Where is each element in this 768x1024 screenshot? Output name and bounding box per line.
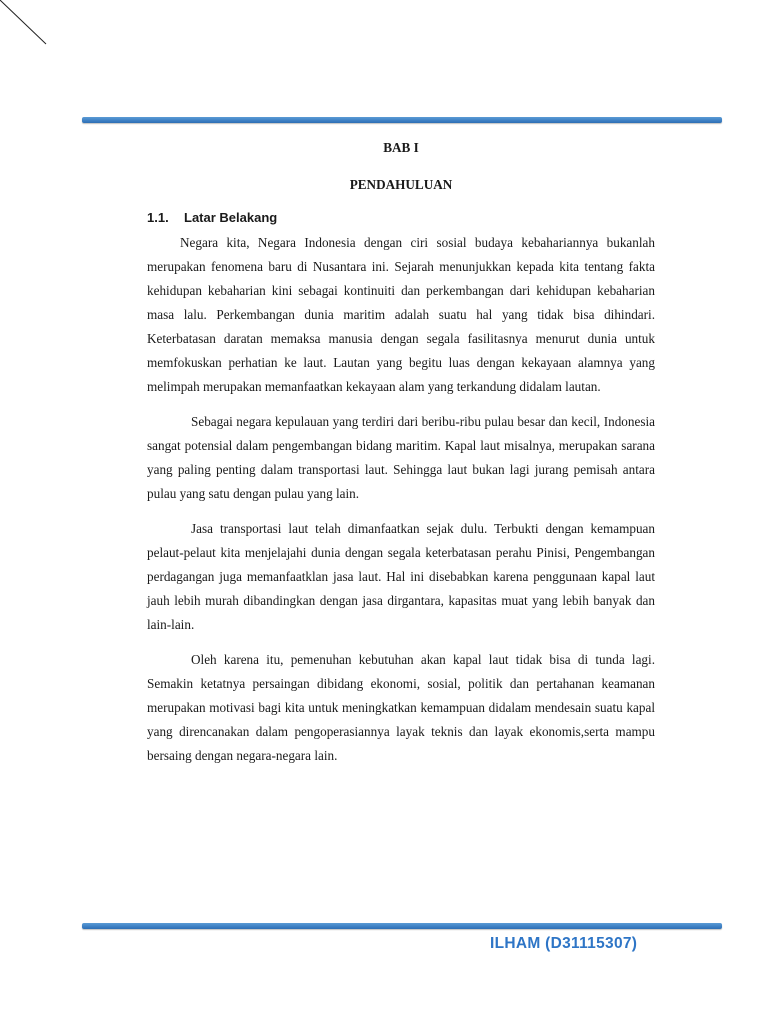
chapter-heading: BAB I bbox=[383, 140, 419, 155]
paragraph: Negara kita, Negara Indonesia dengan ciri sosial budaya kebahariannya bukanlah merupakan fenomena baru di Nusantara ini. Sejarah menunjukkan kepada kita tentang fakta kehidupan kebaharian kini sebagai kontinuiti dan perkembangan dari kehidupan kebaharian masa lalu. Perkembangan dunia maritim adalah suatu hal yang tidak bisa dihindari. Keterbatasan daratan memaksa manusia dengan segala fasilitasnya menurut dunia untuk memfokuskan perhatian ke laut. Lautan yang begitu luas dengan kekayaan alamnya yang melimpah merupakan memanfaatkan kekayaan alam yang terkandung didalam lautan. bbox=[147, 235, 655, 394]
page-corner-line bbox=[0, 0, 60, 60]
section-title: Latar Belakang bbox=[184, 210, 278, 225]
footer-rule bbox=[82, 923, 722, 929]
paragraph: Jasa transportasi laut telah dimanfaatkan sejak dulu. Terbukti dengan kemampuan pelaut-pelaut kita menjelajahi dunia dengan segala keterbatasan perahu Pinisi, Pengembangan perdagangan juga memanfaatklan jasa laut. Hal ini disebabkan karena penggunaan kapal laut jauh lebih murah dibandingkan dengan jasa dirgantara, kapasitas muat yang lebih banyak dan lain-lain. bbox=[147, 521, 655, 632]
paragraph: Oleh karena itu, pemenuhan kebutuhan akan kapal laut tidak bisa di tunda lagi. Semakin ketatnya persaingan dibidang ekonomi, sosial, politik dan pertahanan keamanan merupakan motivasi bagi kita untuk meningkatkan kemampuan didalam mendesain suatu kapal yang direncanakan dalam pengoperasiannya layak teknis dan layak ekonomis,serta mampu bersaing dengan negara-negara lain. bbox=[147, 652, 655, 763]
paragraph: Sebagai negara kepulauan yang terdiri dari beribu-ribu pulau besar dan kecil, Indonesia sangat potensial dalam pengembangan bidang maritim. Kapal laut misalnya, merupakan sarana yang paling penting dalam transportasi laut. Sehingga laut bukan lagi jurang pemisah antara pulau yang satu dengan pulau yang lain. bbox=[147, 414, 655, 501]
footer-author: ILHAM (D31115307) bbox=[490, 935, 638, 952]
chapter-title: PENDAHULUAN bbox=[349, 177, 453, 192]
section-heading bbox=[147, 206, 655, 230]
page-content bbox=[147, 136, 655, 779]
section-number: 1.1. bbox=[147, 210, 169, 225]
header-rule bbox=[82, 117, 722, 123]
